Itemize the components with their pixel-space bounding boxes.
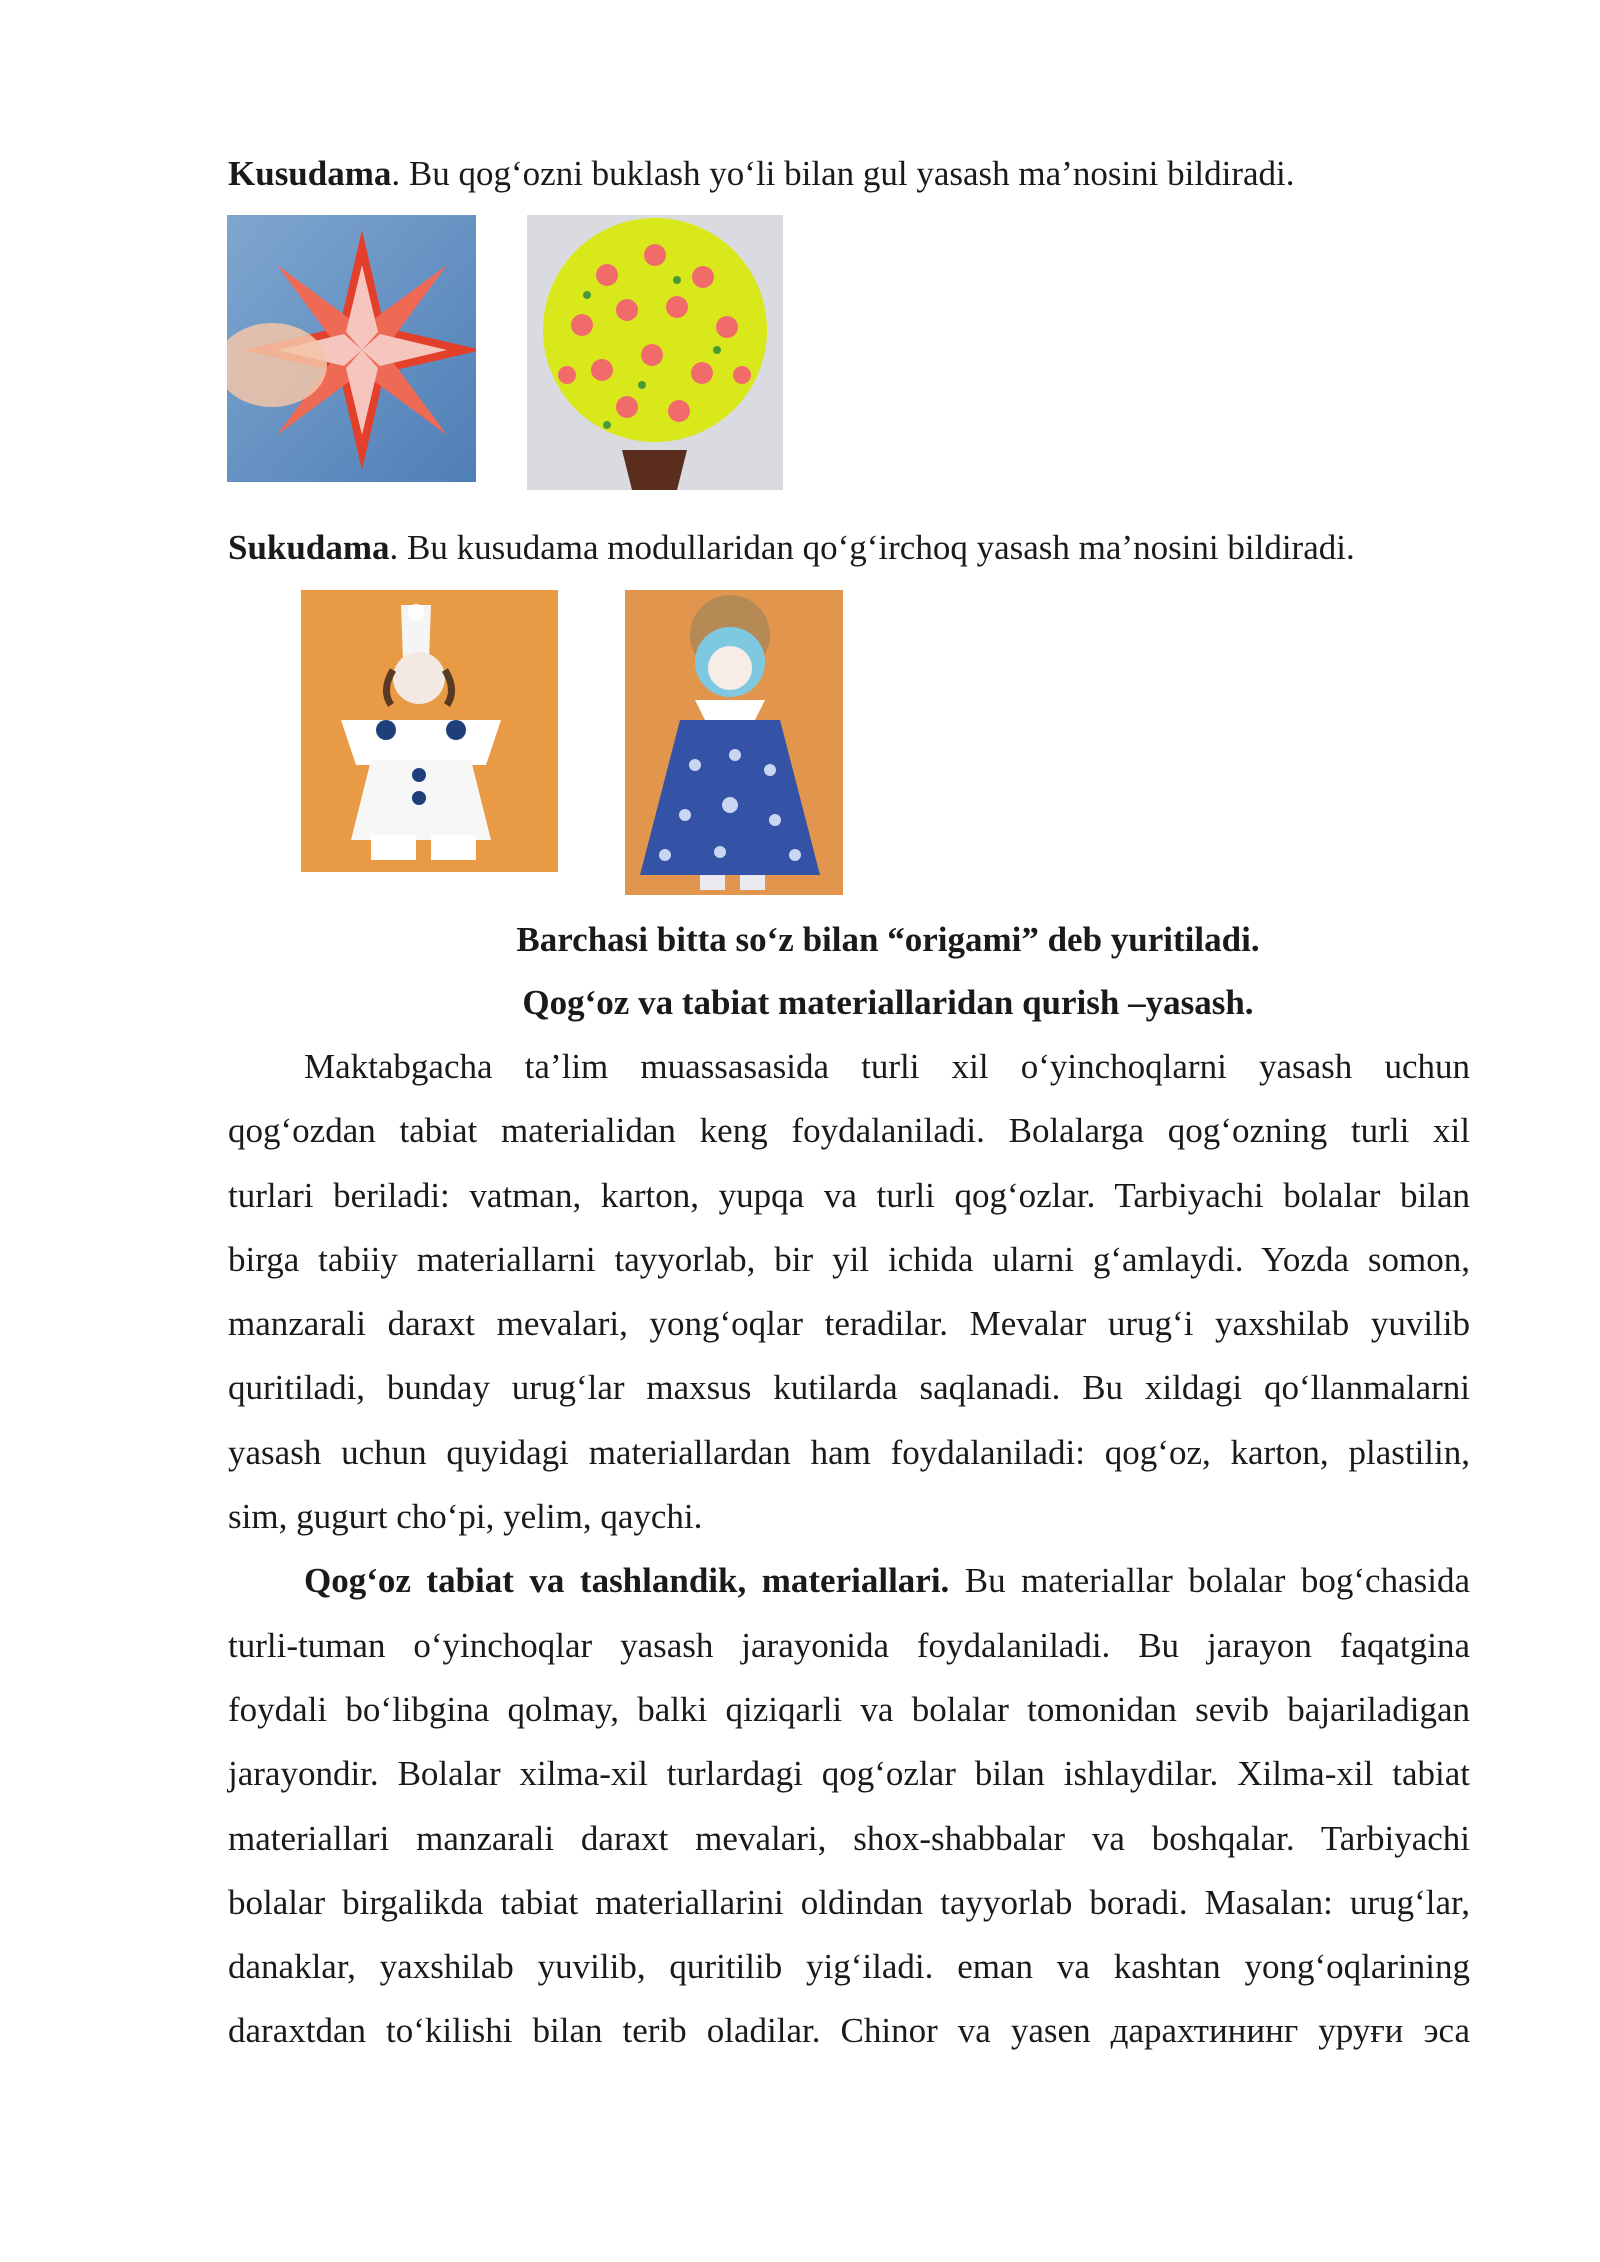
sukudama-definition: . Bu kusudama modullaridan qo‘g‘irchoq yasash ma’nosini bildiradi. (389, 528, 1355, 567)
paragraph1-line: Maktabgacha ta’lim muassasasida turli xil o‘yinchoqlarni yasash uchun (304, 1047, 1470, 1086)
sukudama-term: Sukudama (228, 528, 390, 567)
paragraph2-first-line (304, 1560, 1470, 1602)
paragraph2-lead: Qog‘oz tabiat va tashlandik, materiallari. (304, 1561, 950, 1600)
section-heading: Qog‘oz va tabiat materiallaridan qurish –yasash. (522, 983, 1254, 1022)
kusudama-line (228, 153, 1295, 195)
paragraph2-line: danaklar, yaxshilab yuvilib, quritilib yig‘iladi. eman va kashtan yong‘oqlarining (228, 1947, 1470, 1986)
paragraph2-line: turli-tuman o‘yinchoqlar yasash jarayonida foydalaniladi. Bu jarayon faqatgina (228, 1626, 1470, 1665)
paragraph2-line: bolalar birgalikda tabiat materiallarini oldindan tayyorlab boradi. Masalan: urug‘lar, (228, 1883, 1470, 1922)
kusudama-star-photo (227, 215, 476, 482)
paragraph1-line: yasash uchun quyidagi materiallardan ham foydalaniladi: qog‘oz, karton, plastilin, (228, 1433, 1470, 1472)
sukudama-blue-doll-photo (625, 590, 843, 895)
paragraph2-line: foydali bo‘libgina qolmay, balki qiziqarli va bolalar tomonidan sevib bajariladigan (228, 1690, 1470, 1729)
paragraph2-line: jarayondir. Bolalar xilma-xil turlardagi qog‘ozlar bilan ishlaydilar. Xilma-xil tabiat (228, 1754, 1470, 1793)
paragraph1-line: quritiladi, bunday urug‘lar maxsus kutilarda saqlanadi. Bu xildagi qo‘llanmalarni (228, 1368, 1470, 1407)
origami-heading: Barchasi bitta so‘z bilan “origami” deb yuritiladi. (516, 920, 1260, 959)
paragraph1-line: manzarali daraxt mevalari, yong‘oqlar teradilar. Mevalar urug‘i yaxshilab yuvilib (228, 1304, 1470, 1343)
kusudama-ball-photo (527, 215, 783, 490)
paragraph1-line: sim, gugurt cho‘pi, yelim, qaychi. (228, 1497, 703, 1536)
paragraph2-line: daraxtdan to‘kilishi bilan terib oladilar. Chinor va yasen дарахтининг уруғи эса (228, 2011, 1470, 2050)
sukudama-white-doll-photo (301, 590, 558, 872)
paragraph2-line: materiallari manzarali daraxt mevalari, shox-shabbalar va boshqalar. Tarbiyachi (228, 1819, 1470, 1858)
kusudama-definition: . Bu qog‘ozni buklash yo‘li bilan gul yasash ma’nosini bildiradi. (391, 154, 1295, 193)
paragraph1-line: qog‘ozdan tabiat materialidan keng foydalaniladi. Bolalarga qog‘ozning turli xil (228, 1111, 1470, 1150)
sukudama-line (228, 527, 1355, 569)
paragraph1-line: birga tabiiy materiallarni tayyorlab, bir yil ichida ularni g‘amlaydi. Yozda somon, (228, 1240, 1470, 1279)
kusudama-term: Kusudama (228, 154, 392, 193)
paragraph2-first-rest: Bu materiallar bolalar bog‘chasida (949, 1561, 1470, 1600)
paragraph1-line: turlari beriladi: vatman, karton, yupqa va turli qog‘ozlar. Tarbiyachi bolalar bilan (228, 1176, 1470, 1215)
